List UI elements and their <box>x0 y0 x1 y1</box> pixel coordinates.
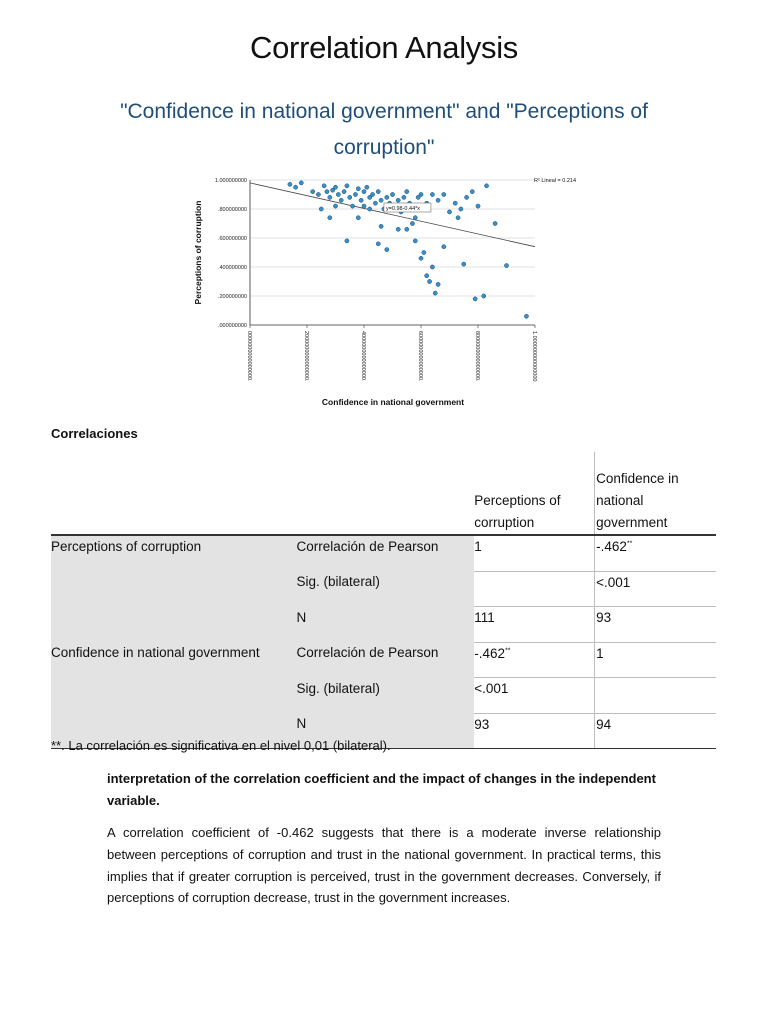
row-value-2 <box>595 713 716 749</box>
data-point <box>459 207 463 211</box>
data-point <box>333 185 337 189</box>
fit-label: y=0.98-0.44*x <box>385 206 421 212</box>
data-point <box>328 195 332 199</box>
row-stat: N <box>297 713 475 749</box>
header-perceptions-label: Perceptions of corruption <box>474 493 561 530</box>
data-point <box>356 187 360 191</box>
page-subtitle: "Confidence in national government" and "Perceptions of corruption" <box>120 100 648 159</box>
scatter-chart <box>188 170 588 415</box>
value-text: -.462 <box>474 645 506 661</box>
value-text: <.001 <box>474 681 509 696</box>
data-point <box>370 192 374 196</box>
data-point <box>368 207 372 211</box>
data-point <box>456 216 460 220</box>
data-point <box>336 192 340 196</box>
row-variable: Perceptions of corruption <box>51 535 297 571</box>
data-point <box>299 181 303 185</box>
data-point <box>288 182 292 186</box>
y-tick-label: .400000000 <box>217 265 247 271</box>
data-point <box>365 185 369 189</box>
data-point <box>470 190 474 194</box>
data-point <box>351 204 355 208</box>
data-point <box>316 192 320 196</box>
value-text: -.462 <box>596 539 627 554</box>
y-tick-label: .800000000 <box>217 207 247 213</box>
data-point <box>353 192 357 196</box>
data-point <box>385 248 389 252</box>
data-point <box>402 195 406 199</box>
data-point <box>385 195 389 199</box>
data-point <box>422 250 426 254</box>
header-confidence <box>595 452 716 535</box>
y-tick-label: .600000000 <box>217 236 247 242</box>
data-point <box>405 227 409 231</box>
data-point <box>362 190 366 194</box>
value-text: <.001 <box>596 574 631 590</box>
significance-marker: ** <box>505 647 511 654</box>
data-point <box>396 198 400 202</box>
data-point <box>436 198 440 202</box>
data-point <box>473 297 477 301</box>
data-point <box>379 224 383 228</box>
data-point <box>447 210 451 214</box>
data-point <box>453 201 457 205</box>
data-point <box>413 239 417 243</box>
value-text: 1 <box>474 539 482 554</box>
data-point <box>405 190 409 194</box>
value-text: 1 <box>596 645 604 661</box>
row-stat: Sig. (bilateral) <box>297 678 475 714</box>
data-point <box>376 190 380 194</box>
table-row <box>51 678 716 714</box>
page-title: Correlation Analysis <box>250 30 518 65</box>
header-empty-2 <box>297 452 475 535</box>
data-point <box>442 192 446 196</box>
row-variable: Confidence in national government <box>51 642 297 678</box>
y-tick-label: 1.000000000 <box>214 178 247 184</box>
data-point <box>373 201 377 205</box>
y-tick-label: .200000000 <box>217 294 247 300</box>
interpretation-heading: interpretation of the correlation coefficient and the impact of changes in the independent variable. <box>107 771 656 808</box>
data-point <box>322 184 326 188</box>
data-point <box>376 242 380 246</box>
data-point <box>493 221 497 225</box>
data-point <box>436 282 440 286</box>
header-perceptions <box>474 452 594 535</box>
table-row <box>51 607 716 643</box>
value-text: 111 <box>474 610 495 625</box>
row-stat: Sig. (bilateral) <box>297 571 475 607</box>
row-value-1 <box>474 678 594 714</box>
table-row <box>51 535 716 571</box>
data-point <box>328 216 332 220</box>
data-point <box>430 265 434 269</box>
data-point <box>504 263 508 267</box>
r2-label: R² Lineal = 0.214 <box>534 178 577 184</box>
data-point <box>462 262 466 266</box>
row-variable <box>51 607 297 643</box>
table-caption: Correlaciones <box>51 426 138 441</box>
table-row <box>51 642 716 678</box>
data-point <box>319 207 323 211</box>
data-point <box>476 204 480 208</box>
row-value-2 <box>595 535 716 571</box>
data-point <box>342 190 346 194</box>
x-tick-label: 0000000000000000. <box>246 331 252 382</box>
row-variable <box>51 678 297 714</box>
row-value-1 <box>474 713 594 749</box>
data-point <box>410 221 414 225</box>
row-value-2 <box>595 607 716 643</box>
data-point <box>425 274 429 278</box>
data-point <box>325 190 329 194</box>
data-point <box>430 192 434 196</box>
y-axis-title: Perceptions of corruption <box>193 200 203 305</box>
table-row <box>51 571 716 607</box>
significance-marker: ** <box>626 540 633 548</box>
header-confidence-label: Confidence in national government <box>596 471 679 530</box>
row-value-2 <box>595 678 716 714</box>
x-tick-label: 4000000000000000. <box>360 331 366 382</box>
data-point <box>465 195 469 199</box>
data-point <box>294 185 298 189</box>
data-point <box>427 279 431 283</box>
row-value-1 <box>474 535 594 571</box>
data-point <box>482 294 486 298</box>
row-value-1 <box>474 571 594 607</box>
data-point <box>484 184 488 188</box>
interpretation-body: A correlation coefficient of -0.462 suggests that there is a moderate inverse relationship between perceptions of corruption and trust in the national government. In practical terms, this implies that if greater corruption is perceived, trust in the government decreases. Conversely, if perceptions of corruption decrease, trust in the government increases. <box>107 825 661 906</box>
row-stat: Correlación de Pearson <box>297 535 475 571</box>
y-tick-label: .000000000 <box>217 323 247 329</box>
data-point <box>442 245 446 249</box>
x-tick-label: 2000000000000000. <box>303 331 309 382</box>
value-text: 93 <box>596 610 612 625</box>
data-point <box>345 184 349 188</box>
data-point <box>396 227 400 231</box>
value-text: 93 <box>474 716 490 732</box>
data-point <box>345 239 349 243</box>
row-variable <box>51 571 297 607</box>
data-point <box>359 198 363 202</box>
value-text: 94 <box>596 716 612 732</box>
data-point <box>419 192 423 196</box>
x-tick-label: 6000000000000000. <box>417 331 423 382</box>
data-point <box>362 204 366 208</box>
row-value-1 <box>474 607 594 643</box>
data-point <box>333 204 337 208</box>
x-axis-title: Confidence in national government <box>321 397 465 407</box>
correlation-table <box>51 452 716 749</box>
data-point <box>356 216 360 220</box>
data-point <box>433 291 437 295</box>
row-value-2 <box>595 642 716 678</box>
row-stat: Correlación de Pearson <box>297 642 475 678</box>
data-point <box>524 314 528 318</box>
table-footnote: **. La correlación es significativa en el nivel 0,01 (bilateral). <box>51 738 391 753</box>
data-point <box>311 190 315 194</box>
data-point <box>413 216 417 220</box>
data-point <box>339 198 343 202</box>
table-header-row <box>51 452 716 535</box>
row-value-2 <box>595 571 716 607</box>
row-stat: N <box>297 607 475 643</box>
data-point <box>379 198 383 202</box>
header-empty-1 <box>51 452 297 535</box>
x-tick-label: 1.000000000000000 <box>531 331 537 382</box>
data-point <box>348 195 352 199</box>
data-point <box>390 192 394 196</box>
row-value-1 <box>474 642 594 678</box>
x-tick-label: 8000000000000000. <box>474 331 480 382</box>
data-point <box>419 256 423 260</box>
